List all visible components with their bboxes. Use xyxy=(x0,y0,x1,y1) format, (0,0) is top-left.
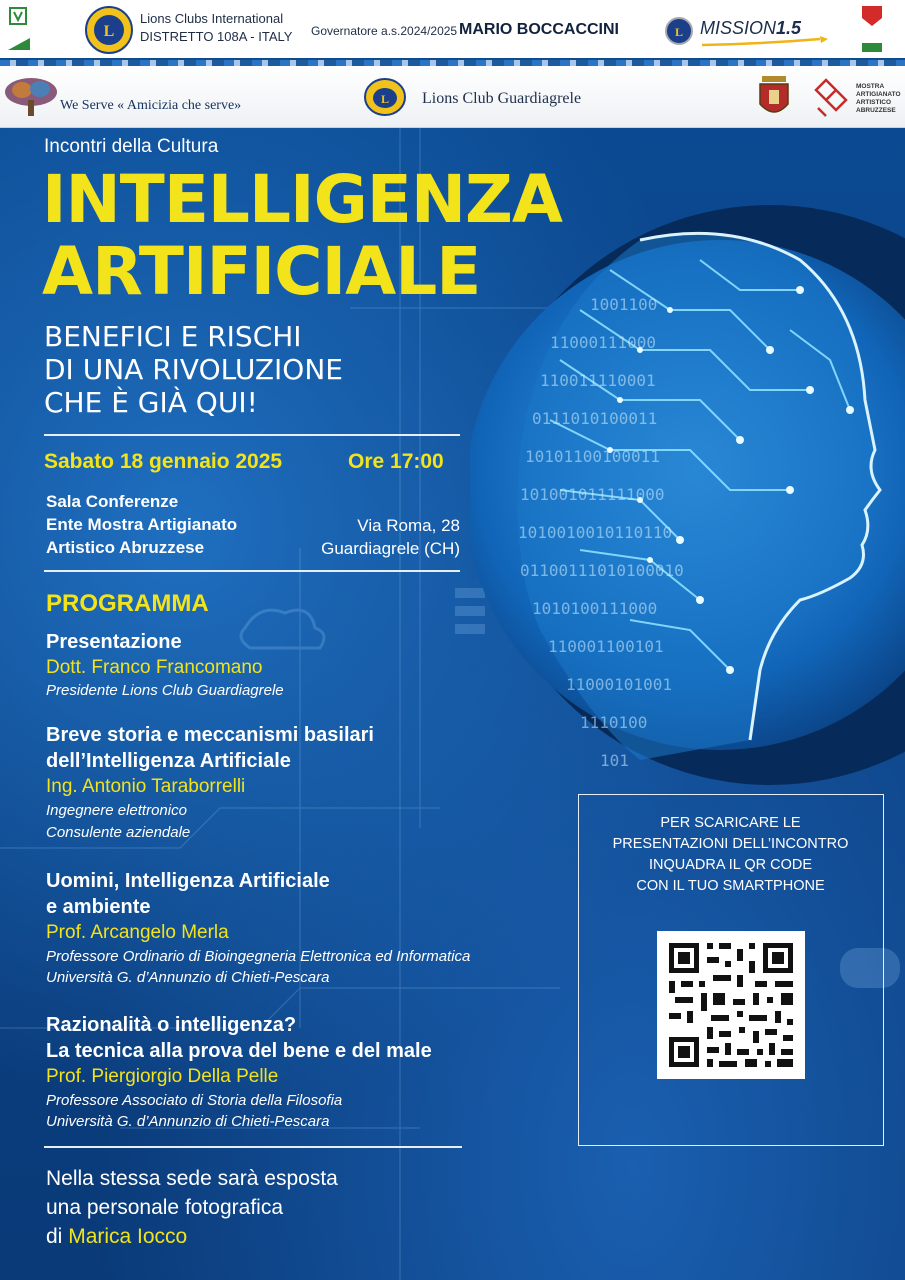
program-item-speaker: Prof. Piergiorgio Della Pelle xyxy=(46,1066,279,1087)
district-text: DISTRETTO 108A - ITALY xyxy=(140,29,293,44)
province-emblem-icon xyxy=(858,4,886,56)
svg-text:110011110001: 110011110001 xyxy=(540,371,656,390)
event-date: Sabato 18 gennaio 2025 xyxy=(44,450,283,473)
title-line-1: INTELLIGENZA xyxy=(42,161,562,238)
svg-text:L: L xyxy=(674,25,684,39)
svg-text:L: L xyxy=(380,92,390,106)
main-title xyxy=(42,161,562,310)
artist-name: Marica Iocco xyxy=(68,1225,188,1248)
mission-number: 1.5 xyxy=(776,18,802,38)
svg-text:11000101001: 11000101001 xyxy=(566,675,672,694)
program-item-title: Razionalità o intelligenza? La tecnica alla prova del bene e del male xyxy=(46,1014,432,1062)
program-item xyxy=(46,868,470,988)
exhibit-note: Nella stessa sede sarà esposta una personale fotografica di Marica Iocco xyxy=(46,1167,338,1248)
regional-emblem-icon xyxy=(6,6,32,54)
venue: Sala Conferenze Ente Mostra Artigianato Artistico Abruzzese xyxy=(46,492,238,557)
svg-text:110001100101: 110001100101 xyxy=(548,637,664,656)
series-label: Incontri della Cultura xyxy=(44,136,219,157)
club-name: Lions Club Guardiagrele xyxy=(422,90,582,107)
second-header-bar xyxy=(0,66,905,128)
lions-international-text: Lions Clubs International xyxy=(140,11,284,26)
program-item-title: Uomini, Intelligenza Artificiale e ambiente xyxy=(46,870,330,918)
qr-instructions: PER SCARICARE LE PRESENTAZIONI DELL’INCONTRO INQUADRA IL QR CODE CON IL TUO SMARTPHONE xyxy=(612,815,849,894)
mostra-artigianato-logo-icon xyxy=(812,76,852,118)
svg-text:01100111010100010: 01100111010100010 xyxy=(520,561,684,580)
svg-text:10101100100011: 10101100100011 xyxy=(525,447,660,466)
top-header-bar xyxy=(0,0,905,62)
svg-text:101001011111000: 101001011111000 xyxy=(520,485,665,504)
qr-code-icon[interactable] xyxy=(657,931,805,1079)
subtitle: BENEFICI E RISCHI DI UNA RIVOLUZIONE CHE È GIÀ QUI! xyxy=(44,320,343,419)
program-item xyxy=(46,722,374,844)
svg-text:0111010100011: 0111010100011 xyxy=(532,409,658,428)
governor-label: Governatore a.s.2024/2025 xyxy=(311,24,458,38)
qr-box xyxy=(578,794,884,1146)
mission-word: MISSION xyxy=(700,18,777,38)
event-time: Ore 17:00 xyxy=(348,450,444,473)
program-item-title: Breve storia e meccanismi basilari dell’Intelligenza Artificiale xyxy=(46,724,374,772)
mostra-logo-text: MOSTRA ARTIGIANATO ARTISTICO ABRUZZESE xyxy=(856,83,901,114)
programma-heading: PROGRAMMA xyxy=(46,590,209,617)
svg-text:1110100: 1110100 xyxy=(580,713,648,732)
lions-small-logo-icon xyxy=(664,16,694,46)
program-item-title: Presentazione xyxy=(46,631,182,653)
program-item-speaker: Dott. Franco Francomano xyxy=(46,657,263,678)
mission-arrow-icon xyxy=(700,36,830,48)
program-item-role: Professore Associato di Storia della Filosofia Università G. d’Annunzio di Chieti-Pescara xyxy=(46,1092,343,1130)
svg-text:L: L xyxy=(103,23,115,40)
svg-text:1010010010110110: 1010010010110110 xyxy=(518,523,673,542)
svg-text:101: 101 xyxy=(600,751,629,770)
svg-text:1010100111000: 1010100111000 xyxy=(532,599,658,618)
lions-international-logo-icon xyxy=(84,5,134,55)
program-item-role: Professore Ordinario di Bioingegneria Elettronica ed Informatica Università G. d’Annunzio di Chieti-Pescara xyxy=(46,948,471,986)
title-line-2: ARTIFICIALE xyxy=(42,233,481,310)
divider-bottom xyxy=(44,1146,462,1148)
program-item-role: Ingegnere elettronico Consulente aziendale xyxy=(46,802,191,841)
address: Via Roma, 28 Guardiagrele (CH) xyxy=(321,516,460,558)
program-item xyxy=(46,1012,432,1132)
governor-name: MARIO BOCCACCINI xyxy=(459,21,619,38)
svg-text:11000111000: 11000111000 xyxy=(550,333,656,352)
tree-logo-icon xyxy=(2,76,60,120)
we-serve-motto: We Serve « Amicizia che serve» xyxy=(60,98,242,113)
lions-club-logo-icon xyxy=(363,77,407,117)
divider-venue xyxy=(44,570,460,572)
program-item xyxy=(46,630,284,700)
poster-body xyxy=(0,128,905,1280)
divider-top xyxy=(44,434,460,436)
program-item-role: Presidente Lions Club Guardiagrele xyxy=(46,682,284,699)
svg-text:1001100: 1001100 xyxy=(590,295,658,314)
coat-of-arms-icon xyxy=(754,74,794,122)
program-item-speaker: Ing. Antonio Taraborrelli xyxy=(46,776,246,797)
program-item-speaker: Prof. Arcangelo Merla xyxy=(46,922,229,943)
